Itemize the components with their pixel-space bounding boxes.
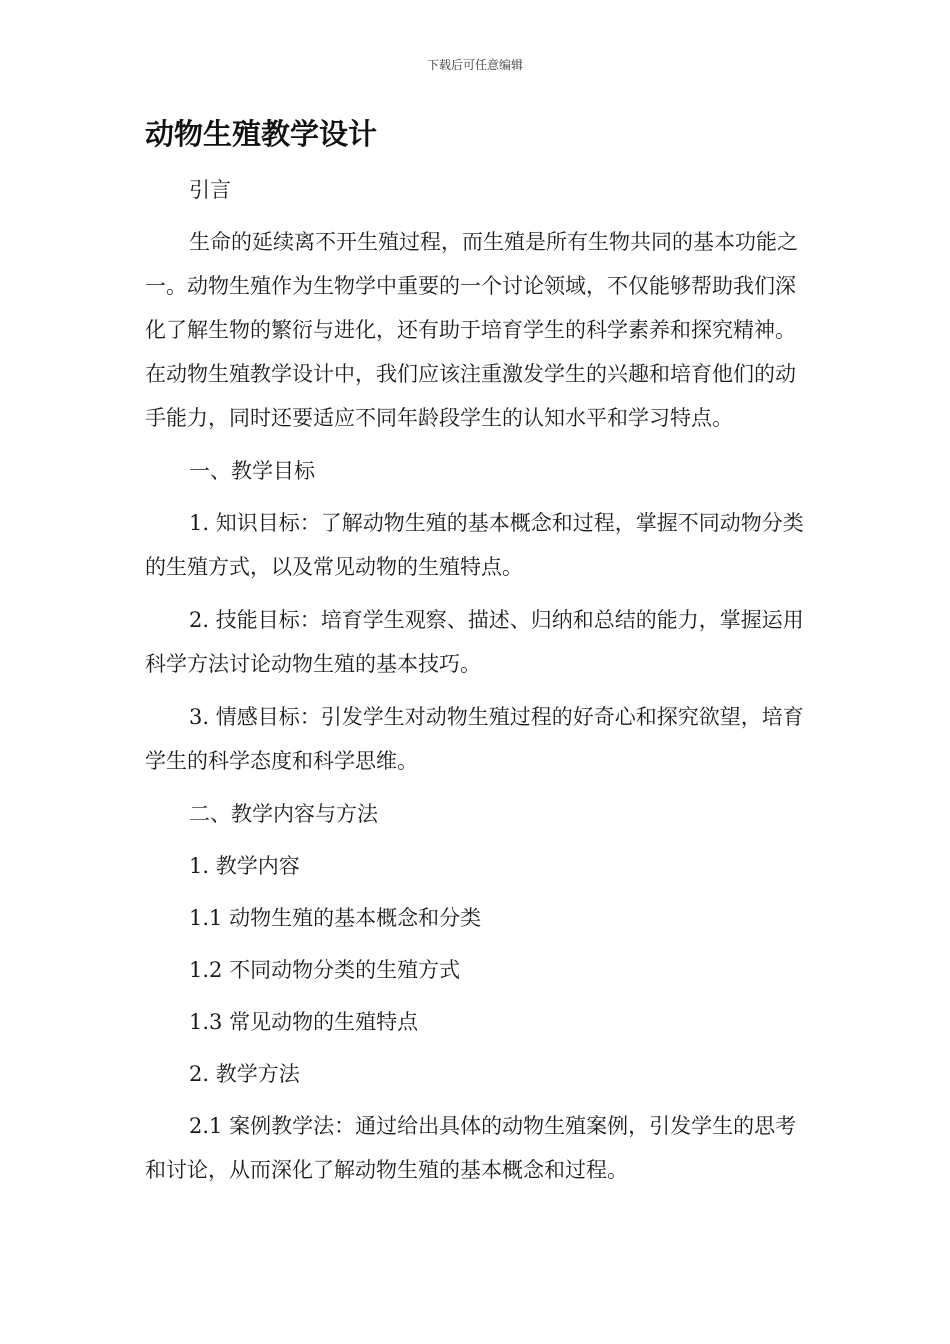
document-title: 动物生殖教学设计 bbox=[145, 117, 378, 151]
subheading-methods: 2. 教学方法 bbox=[189, 1062, 300, 1086]
content-item-1-3: 1.3 常见动物的生殖特点 bbox=[189, 1010, 419, 1034]
objective-skills: 2. 技能目标：培育学生观察、描述、归纳和总结的能力，掌握运用科学方法讨论动物生殖的基本技巧。 bbox=[145, 608, 804, 676]
section-heading-objectives: 一、教学目标 bbox=[189, 459, 315, 483]
method-item-2-1: 2.1 案例教学法：通过给出具体的动物生殖案例，引发学生的思考和讨论，从而深化了解动物生殖的基本概念和过程。 bbox=[145, 1114, 797, 1182]
objective-knowledge: 1. 知识目标：了解动物生殖的基本概念和过程，掌握不同动物分类的生殖方式，以及常见动物的生殖特点。 bbox=[145, 511, 804, 579]
section-heading-intro: 引言 bbox=[189, 178, 231, 202]
content-item-1-2: 1.2 不同动物分类的生殖方式 bbox=[189, 958, 461, 982]
subheading-content: 1. 教学内容 bbox=[189, 854, 300, 878]
header-note: 下载后可任意编辑 bbox=[426, 58, 523, 72]
document-body bbox=[145, 168, 810, 1201]
objective-emotion: 3. 情感目标：引发学生对动物生殖过程的好奇心和探究欲望，培育学生的科学态度和科学思维。 bbox=[145, 705, 804, 773]
content-item-1-1: 1.1 动物生殖的基本概念和分类 bbox=[189, 906, 482, 930]
intro-paragraph: 生命的延续离不开生殖过程，而生殖是所有生物共同的基本功能之一。动物生殖作为生物学中重要的一个讨论领域，不仅能够帮助我们深化了解生物的繁衍与进化，还有助于培育学生的科学素养和探究精神。在动物生殖教学设计中，我们应该注重激发学生的兴趣和培育他们的动手能力，同时还要适应不同年龄段学生的认知水平和学习特点。 bbox=[145, 230, 798, 430]
section-heading-content-methods: 二、教学内容与方法 bbox=[189, 802, 378, 826]
